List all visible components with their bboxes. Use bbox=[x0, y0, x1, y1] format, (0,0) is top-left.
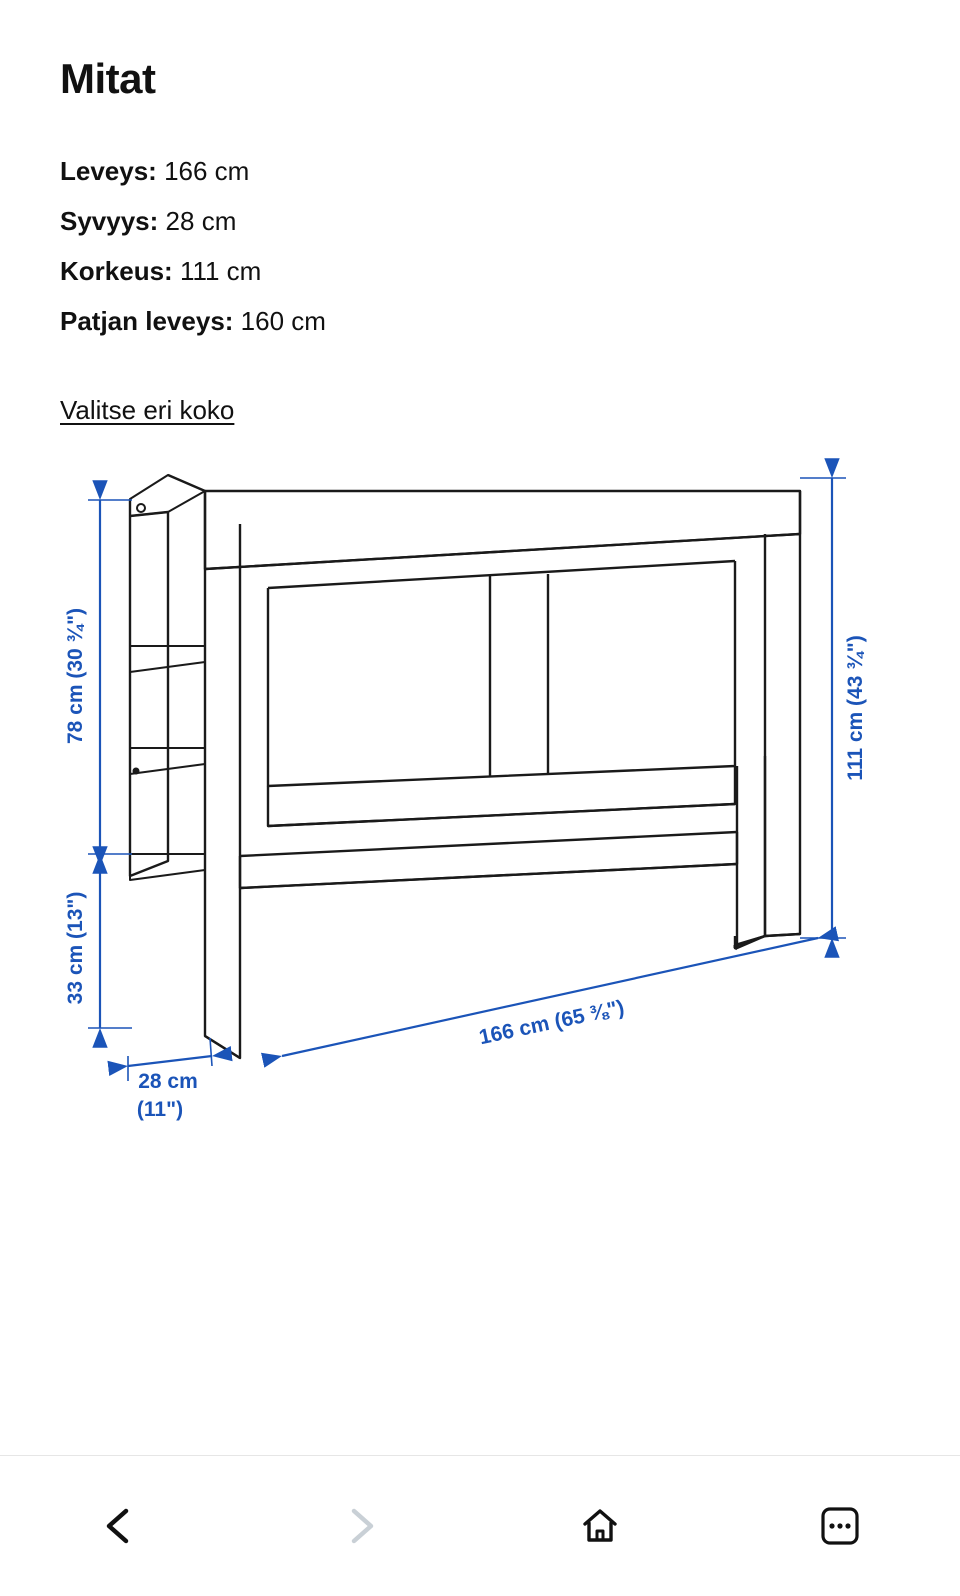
content-area bbox=[0, 0, 960, 426]
page-title: Mitat bbox=[60, 55, 156, 102]
spec-label: Leveys: bbox=[60, 156, 157, 186]
dimension-label-78cm: 78 cm (30 ¾") bbox=[64, 607, 87, 744]
forward-arrow-icon bbox=[339, 1505, 381, 1547]
spec-value: 160 cm bbox=[240, 305, 326, 336]
dimension-label-33cm: 33 cm (13") bbox=[64, 891, 87, 1004]
spec-row bbox=[60, 147, 900, 197]
dimension-label-28cm: 28 cm bbox=[138, 1069, 198, 1093]
dimension-label-111cm: 111 cm (43 ¾") bbox=[844, 634, 867, 781]
home-icon bbox=[578, 1504, 622, 1548]
browser-navigation-bar bbox=[0, 1455, 960, 1596]
dimension-label-166cm: 166 cm (65 ⅜") bbox=[477, 995, 627, 1049]
back-button[interactable] bbox=[0, 1456, 240, 1596]
back-arrow-icon bbox=[99, 1505, 141, 1547]
spec-row bbox=[60, 297, 900, 347]
spec-row bbox=[60, 197, 900, 247]
spec-value: 166 cm bbox=[164, 156, 250, 186]
spec-value: 28 cm bbox=[165, 205, 237, 236]
dimension-label-28cm-inches: (11") bbox=[136, 1097, 184, 1121]
spec-row bbox=[60, 247, 900, 297]
spec-label: Syvyys: bbox=[60, 205, 159, 236]
product-dimension-drawing bbox=[0, 456, 960, 1216]
choose-different-size-link[interactable]: Valitse eri koko bbox=[60, 394, 235, 425]
dimension-spec-list bbox=[60, 147, 900, 347]
more-options-button[interactable] bbox=[720, 1456, 960, 1596]
spec-label: Patjan leveys: bbox=[60, 305, 234, 336]
spec-value: 111 cm bbox=[179, 255, 262, 286]
forward-button[interactable] bbox=[240, 1456, 480, 1596]
more-options-icon bbox=[818, 1504, 862, 1548]
home-button[interactable] bbox=[480, 1456, 720, 1596]
headboard-outline-drawing bbox=[130, 475, 800, 1058]
dimension-lines bbox=[88, 478, 846, 1081]
spec-label: Korkeus: bbox=[60, 255, 173, 286]
